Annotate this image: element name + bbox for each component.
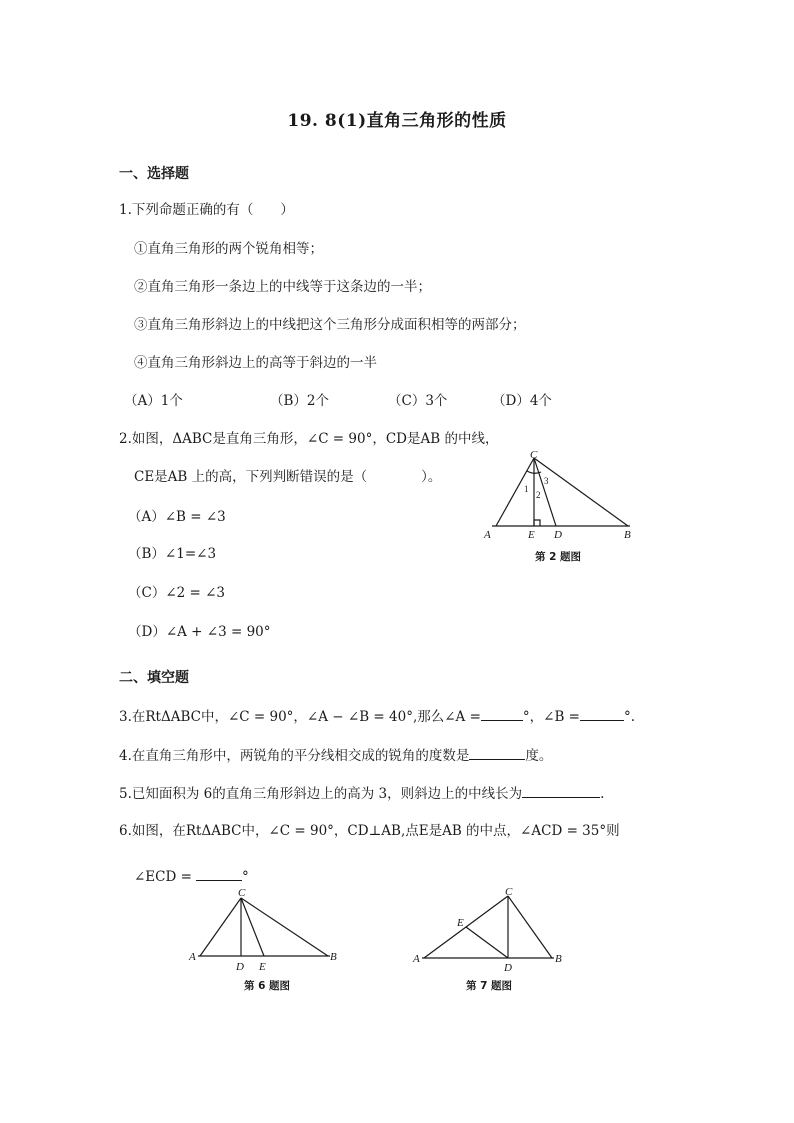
- q3-text-b: °，∠B =: [522, 709, 580, 725]
- q6-line-1: 6.如图，在RtΔABC中，∠C = 90°，CD⊥AB,点E是AB 的中点，∠ACD = 35°则: [119, 823, 620, 839]
- q5-line: [119, 783, 604, 803]
- q6-text-a: ∠ECD =: [134, 869, 192, 885]
- q4-text-b: 度。: [525, 748, 553, 764]
- q2-label-a: A: [484, 529, 491, 541]
- q2-option-c: （C）∠2 = ∠3: [128, 585, 226, 601]
- q2-label-angle-1: 1: [524, 484, 529, 494]
- q1-option-b: （B）2个: [270, 393, 330, 409]
- q2-label-b: B: [624, 529, 631, 541]
- q7-segment-cb: [508, 896, 552, 958]
- q1-item-3: ③直角三角形斜边上的中线把这个三角形分成面积相等的两部分；: [134, 317, 526, 333]
- q5-blank[interactable]: [522, 783, 600, 798]
- q6-label-a: A: [189, 951, 196, 963]
- q2-label-c: C: [530, 449, 538, 461]
- q7-figure: [410, 882, 574, 974]
- q6-segment-ca: [200, 898, 241, 956]
- q6-segment-ce: [241, 898, 264, 956]
- q2-option-d: （D）∠A + ∠3 = 90°: [128, 624, 271, 640]
- q3-line: [119, 706, 635, 726]
- q7-figure-caption: 第 7 题图: [465, 980, 513, 992]
- q3-text-a: 3.在RtΔABC中，∠C = 90°，∠A − ∠B = 40°,那么∠A =: [119, 709, 481, 725]
- q2-line-1: 2.如图，ΔABC是直角三角形，∠C = 90°，CD是AB 的中线，: [119, 431, 499, 447]
- q1-option-c: （C）3个: [388, 393, 448, 409]
- q6-label-b: B: [330, 951, 337, 963]
- q2-figure: [478, 448, 648, 546]
- q6-label-e: E: [259, 961, 266, 973]
- q6-figure-caption: 第 6 题图: [243, 980, 291, 992]
- page-title: 19. 8(1)直角三角形的性质: [287, 111, 507, 131]
- q4-blank[interactable]: [469, 745, 525, 760]
- q4-text-a: 4.在直角三角形中，两锐角的平分线相交成的锐角的度数是: [119, 748, 470, 764]
- q3-text-c: °.: [624, 709, 636, 725]
- q7-label-d: D: [504, 962, 512, 974]
- q1-item-4: ④直角三角形斜边上的高等于斜边的一半: [134, 355, 377, 371]
- q6-label-d: D: [236, 961, 244, 973]
- q7-label-a: A: [413, 953, 420, 965]
- q7-segment-ed: [466, 927, 508, 958]
- q3-blank-a[interactable]: [481, 706, 523, 721]
- q3-blank-b[interactable]: [580, 706, 624, 721]
- q2-right-angle-mark: [534, 520, 540, 526]
- q2-option-b: （B）∠1=∠3: [128, 546, 217, 562]
- q1-options: [124, 392, 552, 410]
- q2-segment-cb: [534, 458, 628, 526]
- q1-item-1: ①直角三角形的两个锐角相等；: [134, 241, 323, 257]
- q2-line-2: CE是AB 上的高，下列判断错误的是（ ）。: [134, 469, 442, 485]
- q1-item-2: ②直角三角形一条边上的中线等于这条边的一半；: [134, 279, 431, 295]
- q6-figure: [186, 882, 346, 974]
- q6-blank[interactable]: [196, 866, 242, 881]
- q1-option-d: （D）4个: [492, 393, 552, 409]
- q2-label-angle-2: 2: [536, 490, 541, 500]
- q1-stem: 1.下列命题正确的有（ ）: [119, 202, 294, 218]
- q7-label-e: E: [457, 917, 464, 929]
- q2-label-angle-3: 3: [544, 476, 549, 486]
- q5-text-a: 5.已知面积为 6的直角三角形斜边上的高为 3，则斜边上的中线长为: [119, 786, 523, 802]
- q7-label-c: C: [505, 886, 513, 898]
- q2-figure-caption: 第 2 题图: [534, 551, 582, 563]
- q2-label-d: D: [554, 529, 562, 541]
- q7-label-b: B: [555, 953, 562, 965]
- section-heading-choice: 一、选择题: [119, 166, 189, 182]
- q6-text-b: °: [241, 869, 249, 885]
- q6-segment-cb: [241, 898, 328, 956]
- q4-line: [119, 745, 552, 765]
- q2-label-e: E: [528, 529, 535, 541]
- section-heading-fill: 二、填空题: [119, 670, 189, 686]
- q5-text-b: .: [600, 786, 605, 802]
- q2-option-a: （A）∠B = ∠3: [128, 509, 226, 525]
- q6-label-c: C: [238, 887, 246, 899]
- q1-option-a: （A）1个: [124, 393, 183, 409]
